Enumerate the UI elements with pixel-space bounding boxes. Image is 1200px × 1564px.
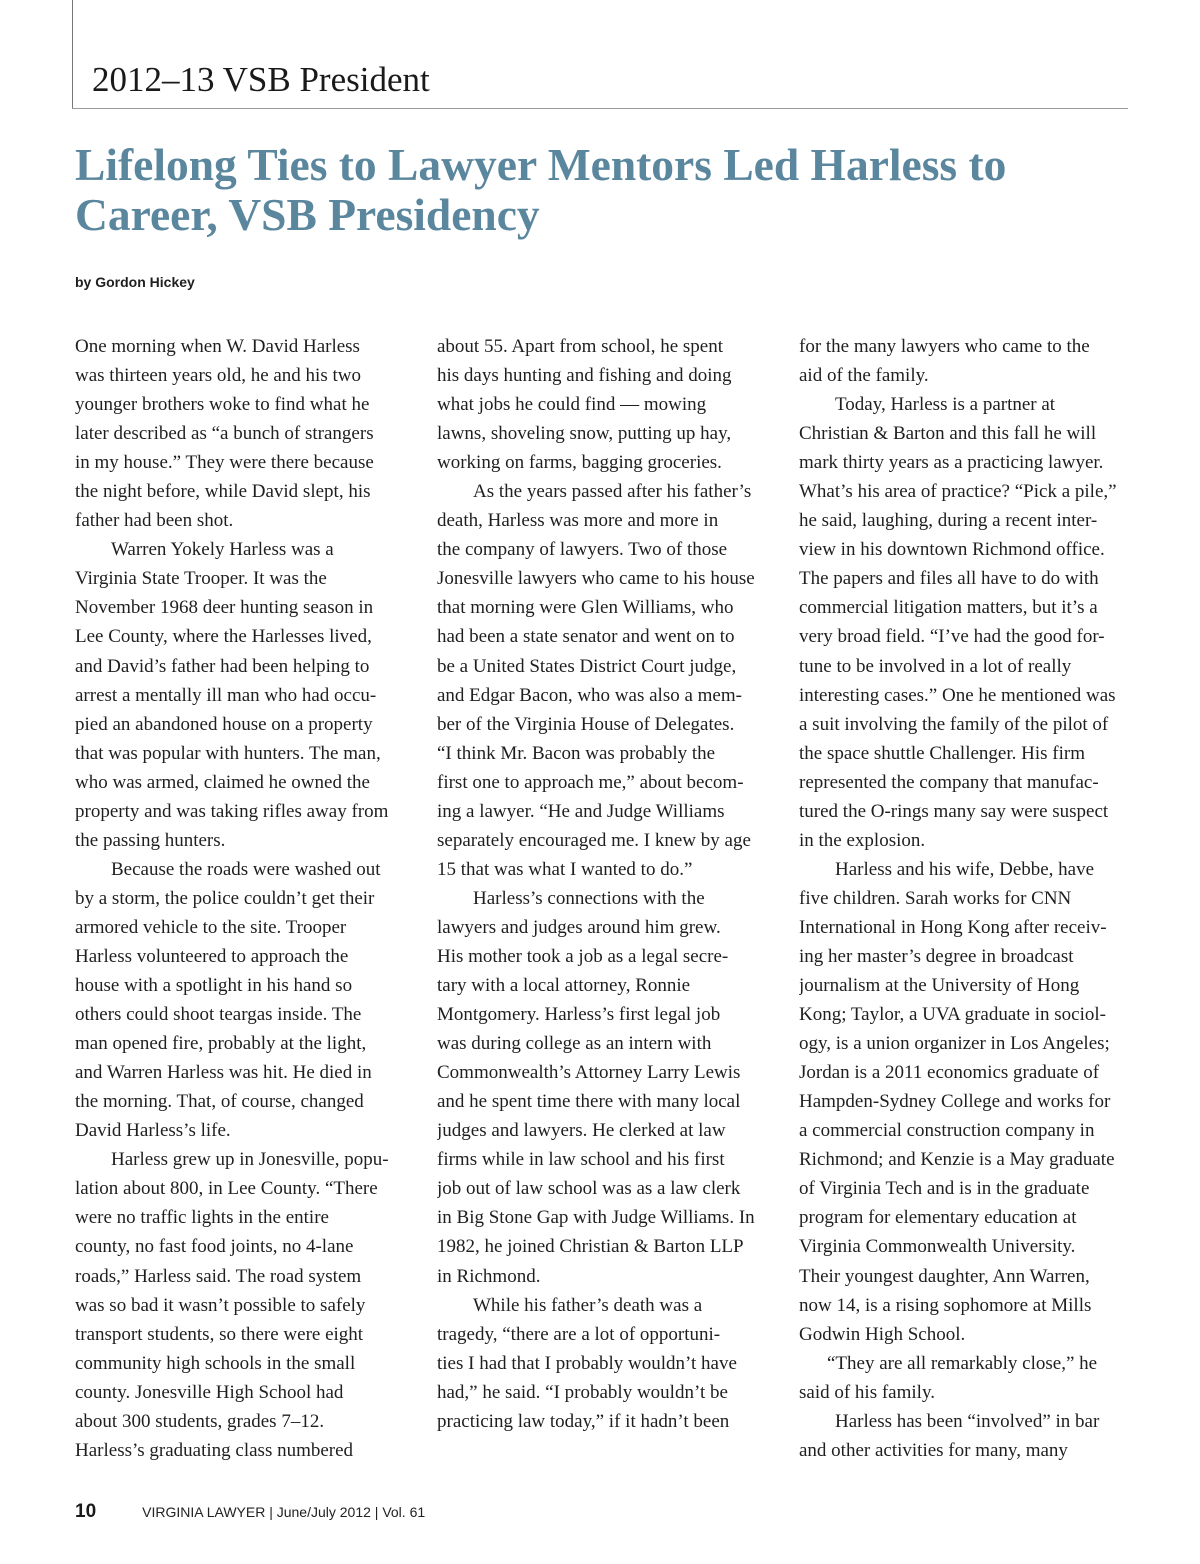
article-line: community high schools in the small <box>75 1352 356 1374</box>
article-line: transport students, so there were eight <box>75 1323 364 1345</box>
article-line: said of his family. <box>799 1381 935 1403</box>
article-line: for the many lawyers who came to the <box>799 336 1090 357</box>
article-line: Commonwealth’s Attorney Larry Lewis <box>437 1062 741 1084</box>
article-line: the passing hunters. <box>75 829 226 851</box>
article-line: first one to approach me,” about becom- <box>437 771 744 793</box>
article-line: and David’s father had been helping to <box>75 655 370 677</box>
article-line: Virginia Commonwealth University. <box>799 1236 1076 1258</box>
article-line: “They are all remarkably close,” he <box>827 1352 1098 1374</box>
article-line: As the years passed after his father’s <box>473 481 752 503</box>
article-line: David Harless’s life. <box>75 1120 231 1142</box>
article-line: Hampden-Sydney College and works for <box>799 1091 1111 1113</box>
article-line: aid of the family. <box>799 365 929 387</box>
header-horizontal-rule <box>72 108 1128 109</box>
article-line: very broad field. “I’ve had the good for- <box>799 626 1105 648</box>
article-line: One morning when W. David Harless <box>75 336 360 357</box>
article-line: others could shoot teargas inside. The <box>75 1004 362 1026</box>
article-line: Harless grew up in Jonesville, popu- <box>111 1149 389 1171</box>
article-line: was during college as an intern with <box>437 1033 712 1055</box>
article-line: tured the O-rings many say were suspect <box>799 800 1109 822</box>
article-line: the night before, while David slept, his <box>75 481 371 503</box>
article-line: practicing law today,” if it hadn’t been <box>437 1410 730 1432</box>
article-line: about 300 students, grades 7–12. <box>75 1410 325 1432</box>
article-line: Warren Yokely Harless was a <box>111 539 334 561</box>
article-line: 1982, he joined Christian & Barton LLP <box>437 1236 744 1258</box>
article-line: a suit involving the family of the pilot of <box>799 713 1109 735</box>
article-line: journalism at the University of Hong <box>799 975 1080 997</box>
article-column-1 <box>75 332 405 1467</box>
article-line: a commercial construction company in <box>799 1120 1095 1142</box>
article-line: “I think Mr. Bacon was probably the <box>437 742 716 764</box>
article-line: ber of the Virginia House of Delegates. <box>437 713 735 735</box>
header-vertical-rule <box>72 0 73 109</box>
article-line: lawyers and judges around him grew. <box>437 916 721 938</box>
article-line: of Virginia Tech and is in the graduate <box>799 1178 1090 1200</box>
article-line: lawns, shoveling snow, putting up hay, <box>437 423 732 445</box>
article-line: in Richmond. <box>437 1265 541 1287</box>
article-line: Jonesville lawyers who came to his house <box>437 568 755 590</box>
article-line: the company of lawyers. Two of those <box>437 539 728 561</box>
publication-info: VIRGINIA LAWYER | June/July 2012 | Vol. 61 <box>142 1504 426 1520</box>
article-line: Kong; Taylor, a UVA graduate in sociol- <box>799 1004 1106 1026</box>
article-line: 15 that was what I wanted to do.” <box>437 858 693 880</box>
article-line: were no traffic lights in the entire <box>75 1207 329 1229</box>
article-line: who was armed, claimed he owned the <box>75 771 370 793</box>
article-line: the morning. That, of course, changed <box>75 1091 364 1113</box>
article-line: and Warren Harless was hit. He died in <box>75 1062 372 1084</box>
article-line: had,” he said. “I probably wouldn’t be <box>437 1381 728 1403</box>
article-line: lation about 800, in Lee County. “There <box>75 1178 378 1200</box>
article-line: and other activities for many, many <box>799 1439 1068 1461</box>
article-line: commercial litigation matters, but it’s a <box>799 597 1098 619</box>
article-line: five children. Sarah works for CNN <box>799 887 1072 909</box>
article-line: International in Hong Kong after receiv- <box>799 916 1107 938</box>
article-line: view in his downtown Richmond office. <box>799 539 1105 561</box>
article-line: by a storm, the police couldn’t get their <box>75 887 375 909</box>
article-line: While his father’s death was a <box>473 1294 703 1316</box>
article-line: ogy, is a union organizer in Los Angeles; <box>799 1033 1110 1055</box>
article-line: the space shuttle Challenger. His firm <box>799 742 1085 764</box>
article-line: he said, laughing, during a recent inter- <box>799 510 1098 532</box>
article-column-3 <box>799 332 1129 1467</box>
article-line: Their youngest daughter, Ann Warren, <box>799 1265 1090 1287</box>
article-line: man opened fire, probably at the light, <box>75 1033 367 1055</box>
article-line: father had been shot. <box>75 510 234 532</box>
article-line: what jobs he could find — mowing <box>437 394 707 416</box>
article-line: Because the roads were washed out <box>111 858 381 880</box>
article-line: working on farms, bagging groceries. <box>437 452 722 474</box>
article-line: The papers and files all have to do with <box>799 568 1099 590</box>
article-headline: Lifelong Ties to Lawyer Mentors Led Harless to Career, VSB Presidency <box>75 139 1007 240</box>
article-line: Harless’s connections with the <box>473 887 705 909</box>
article-line: later described as “a bunch of strangers <box>75 423 374 445</box>
article-line: arrest a mentally ill man who had occu- <box>75 684 377 706</box>
article-line: job out of law school was as a law clerk <box>437 1178 741 1200</box>
article-line: program for elementary education at <box>799 1207 1077 1229</box>
article-column-2 <box>437 332 767 1467</box>
article-line: ing a lawyer. “He and Judge Williams <box>437 800 725 822</box>
article-line: county. Jonesville High School had <box>75 1381 344 1403</box>
article-line: was so bad it wasn’t possible to safely <box>75 1294 366 1316</box>
article-line: and he spent time there with many local <box>437 1091 741 1113</box>
article-line: tune to be involved in a lot of really <box>799 655 1072 677</box>
article-line: Lee County, where the Harlesses lived, <box>75 626 372 648</box>
article-line: about 55. Apart from school, he spent <box>437 336 724 357</box>
article-line: Today, Harless is a partner at <box>835 394 1056 416</box>
article-line: that was popular with hunters. The man, <box>75 742 381 764</box>
article-line: now 14, is a rising sophomore at Mills <box>799 1294 1092 1316</box>
page-number: 10 <box>75 1501 97 1522</box>
article-line: His mother took a job as a legal secre- <box>437 945 729 967</box>
article-line: Harless volunteered to approach the <box>75 945 349 967</box>
article-line: Harless has been “involved” in bar <box>835 1410 1100 1432</box>
article-line: ing her master’s degree in broadcast <box>799 945 1074 967</box>
article-line: Virginia State Trooper. It was the <box>75 568 327 590</box>
page-footer <box>75 1500 425 1524</box>
article-line: tary with a local attorney, Ronnie <box>437 975 691 997</box>
article-line: separately encouraged me. I knew by age <box>437 829 751 851</box>
article-line: property and was taking rifles away from <box>75 800 389 822</box>
article-line: Harless and his wife, Debbe, have <box>835 858 1095 880</box>
article-line: in my house.” They were there because <box>75 452 374 474</box>
article-line: had been a state senator and went on to <box>437 626 735 648</box>
article-line: pied an abandoned house on a property <box>75 713 373 735</box>
article-line: Richmond; and Kenzie is a May graduate <box>799 1149 1115 1171</box>
article-line: in Big Stone Gap with Judge Williams. In <box>437 1207 755 1229</box>
article-line: armored vehicle to the site. Trooper <box>75 916 347 938</box>
byline: by Gordon Hickey <box>75 274 195 290</box>
article-line: be a United States District Court judge, <box>437 655 737 677</box>
article-line: firms while in law school and his first <box>437 1149 725 1171</box>
article-line: Harless’s graduating class numbered <box>75 1439 354 1461</box>
article-line: represented the company that manufac- <box>799 771 1099 793</box>
article-line: his days hunting and fishing and doing <box>437 365 732 387</box>
article-line: was thirteen years old, he and his two <box>75 365 361 387</box>
article-line: Godwin High School. <box>799 1323 966 1345</box>
article-line: mark thirty years as a practicing lawyer. <box>799 452 1104 474</box>
article-line: younger brothers woke to find what he <box>75 394 370 416</box>
article-line: Christian & Barton and this fall he will <box>799 423 1097 445</box>
article-line: tragedy, “there are a lot of opportuni- <box>437 1323 721 1345</box>
article-line: November 1968 deer hunting season in <box>75 597 374 619</box>
article-line: ties I had that I probably wouldn’t have <box>437 1352 737 1374</box>
article-line: death, Harless was more and more in <box>437 510 719 532</box>
article-line: judges and lawyers. He clerked at law <box>437 1120 726 1142</box>
article-line: interesting cases.” One he mentioned was <box>799 684 1116 706</box>
article-line: in the explosion. <box>799 829 926 851</box>
article-line: roads,” Harless said. The road system <box>75 1265 362 1287</box>
section-title: 2012–13 VSB President <box>92 60 430 99</box>
article-line: What’s his area of practice? “Pick a pile,” <box>799 481 1117 503</box>
article-line: Montgomery. Harless’s first legal job <box>437 1004 721 1026</box>
article-line: house with a spotlight in his hand so <box>75 975 353 997</box>
article-line: county, no fast food joints, no 4-lane <box>75 1236 354 1258</box>
article-line: that morning were Glen Williams, who <box>437 597 734 619</box>
article-line: and Edgar Bacon, who was also a mem- <box>437 684 742 706</box>
article-line: Jordan is a 2011 economics graduate of <box>799 1062 1100 1084</box>
